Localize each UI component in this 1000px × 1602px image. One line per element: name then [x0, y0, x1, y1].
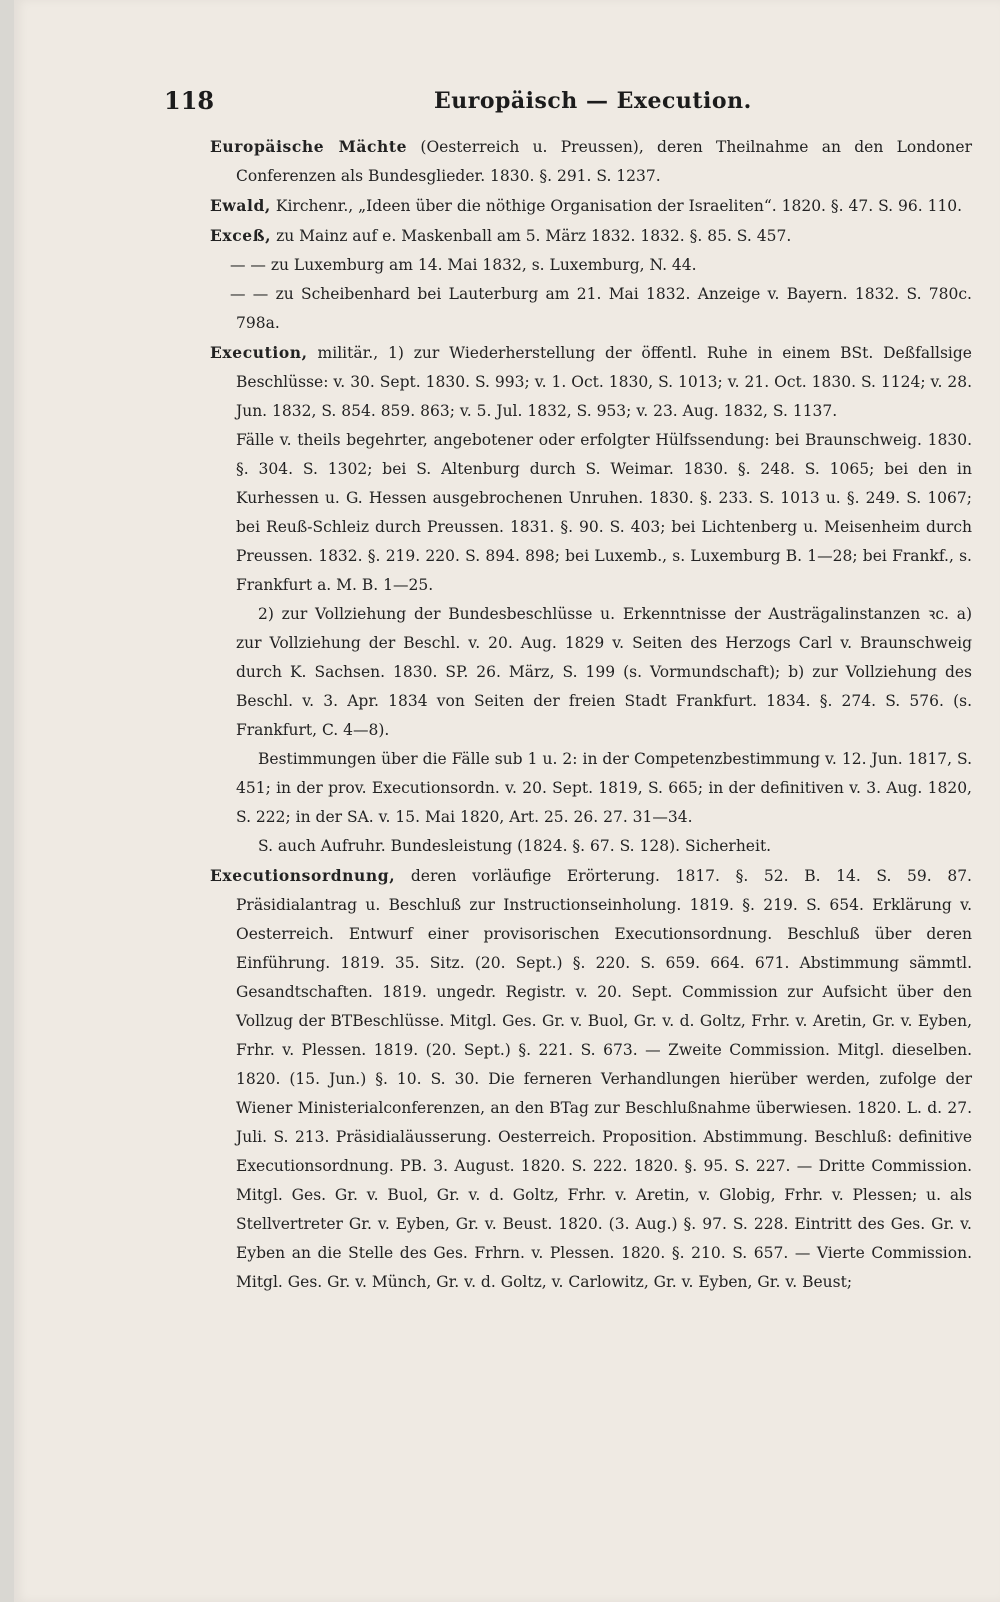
index-body	[210, 132, 972, 1297]
entry-text: zu Mainz auf e. Maskenball am 5. März 1832. 1832. §. 85. S. 457.	[276, 227, 792, 245]
entry-lemma: Exceß,	[210, 226, 272, 245]
index-entry	[210, 132, 973, 191]
index-subentry	[230, 280, 972, 338]
index-subentry	[236, 600, 972, 745]
index-subentry	[236, 832, 972, 861]
entry-text: S. auch Aufruhr. Bundesleistung (1824. §. 67. S. 128). Sicherheit.	[258, 837, 772, 855]
entry-text: Kirchenr., „Ideen über die nöthige Organisation der Israeliten“. 1820. §. 47. S. 96. 110.	[275, 197, 963, 215]
index-entry	[210, 221, 972, 251]
entry-lemma: Ewald,	[210, 196, 271, 215]
entry-text: deren vorläufige Erörterung. 1817. §. 52. B. 14. S. 59. 87. Präsidialantrag u. Beschluß zur Instructionseinholung. 1819. §. 219. S. 654. Erklärung v. Oesterreich. Entwurf einer provisorischen Executionsordnung. Beschluß über deren Einführung. 1819. 35. Sitz. (20. Sept.) §. 220. S. 659. 664. 671. Abstimmung sämmtl. Gesandtschaften. 1819. ungedr. Registr. v. 20. Sept. Commission zur Aufsicht über den Vollzug der BTBeschlüsse. Mitgl. Ges. Gr. v. Buol, Gr. v. d. Goltz, Frhr. v. Aretin, Gr. v. Eyben, Frhr. v. Plessen. 1819. (20. Sept.) §. 221. S. 673. — Zweite Commission. Mitgl. dieselben. 1820. (15. Jun.) §. 10. S. 30. Die ferneren Verhandlungen hierüber werden, zufolge der Wiener Ministerialconferenzen, an den BTag zur Beschlußnahme überwiesen. 1820. L. d. 27. Juli. S. 213. Präsidialäusserung. Oesterreich. Proposition. Abstimmung. Beschluß: definitive Executionsordnung. PB. 3. August. 1820. S. 222. 1820. §. 95. S. 227. — Dritte Commission. Mitgl. Ges. Gr. v. Buol, Gr. v. d. Goltz, Frhr. v. Aretin, v. Globig, Frhr. v. Plessen; u. als Stellvertreter Gr. v. Eyben, Gr. v. Beust. 1820. (3. Aug.) §. 97. S. 228. Eintritt des Ges. Gr. v. Eyben an die Stelle des Ges. Frhrn. v. Plessen. 1820. §. 210. S. 657. — Vierte Commission. Mitgl. Ges. Gr. v. Münch, Gr. v. d. Goltz, v. Carlowitz, Gr. v. Eyben, Gr. v. Beust;	[236, 867, 972, 1291]
index-entry	[210, 191, 972, 221]
entry-text: — — zu Luxemburg am 14. Mai 1832, s. Luxemburg, N. 44.	[230, 256, 697, 274]
entry-lemma: Executionsordnung,	[210, 866, 396, 885]
index-subentry	[230, 251, 972, 280]
entry-text: (Oesterreich u. Preussen), deren Theilnahme an den Londoner Conferenzen als Bundesglieder. 1830. §. 291. S. 1237.	[236, 138, 973, 185]
entry-text: militär., 1) zur Wiederherstellung der öffentl. Ruhe in einem BSt. Deßfallsige Beschlüsse: v. 30. Sept. 1830. S. 993; v. 1. Oct. 1830, S. 1013; v. 21. Oct. 1830. S. 1124; v. 28. Jun. 1832, S. 854. 859. 863; v. 5. Jul. 1832, S. 953; v. 23. Aug. 1832, S. 1137.	[236, 344, 972, 420]
page-number: 118	[164, 86, 215, 115]
running-head: Europäisch — Execution.	[434, 88, 752, 114]
book-page	[14, 0, 1000, 1602]
entry-lemma: Europäische Mächte	[210, 137, 408, 156]
entry-text: — — zu Scheibenhard bei Lauterburg am 21. Mai 1832. Anzeige v. Bayern. 1832. S. 780c. 798a.	[230, 285, 972, 332]
index-entry	[210, 861, 972, 1297]
entry-lemma: Execution,	[210, 343, 308, 362]
index-subentry	[236, 426, 972, 600]
page-header	[164, 86, 954, 116]
index-subentry	[236, 745, 972, 832]
index-entry	[210, 338, 972, 426]
entry-text: Bestimmungen über die Fälle sub 1 u. 2: in der Competenzbestimmung v. 12. Jun. 1817, S. 451; in der prov. Executionsordn. v. 20. Sept. 1819, S. 665; in der definitiven v. 3. Aug. 1820, S. 222; in der SA. v. 15. Mai 1820, Art. 25. 26. 27. 31—34.	[236, 750, 972, 826]
entry-text: Fälle v. theils begehrter, angebotener oder erfolgter Hülfssendung: bei Braunschweig. 1830. §. 304. S. 1302; bei S. Altenburg durch S. Weimar. 1830. §. 248. S. 1065; bei den in Kurhessen u. G. Hessen ausgebrochenen Unruhen. 1830. §. 233. S. 1013 u. §. 249. S. 1067; bei Reuß-Schleiz durch Preussen. 1831. §. 90. S. 403; bei Lichtenberg u. Meisenheim durch Preussen. 1832. §. 219. 220. S. 894. 898; bei Luxemb., s. Luxemburg B. 1—28; bei Frankf., s. Frankfurt a. M. B. 1—25.	[236, 431, 972, 594]
entry-text: 2) zur Vollziehung der Bundesbeschlüsse u. Erkenntnisse der Austrägalinstanzen ꝛc. a) zur Vollziehung der Beschl. v. 20. Aug. 1829 v. Seiten des Herzogs Carl v. Braunschweig durch K. Sachsen. 1830. SP. 26. März, S. 199 (s. Vormundschaft); b) zur Vollziehung des Beschl. v. 3. Apr. 1834 von Seiten der freien Stadt Frankfurt. 1834. §. 274. S. 576. (s. Frankfurt, C. 4—8).	[236, 605, 972, 739]
